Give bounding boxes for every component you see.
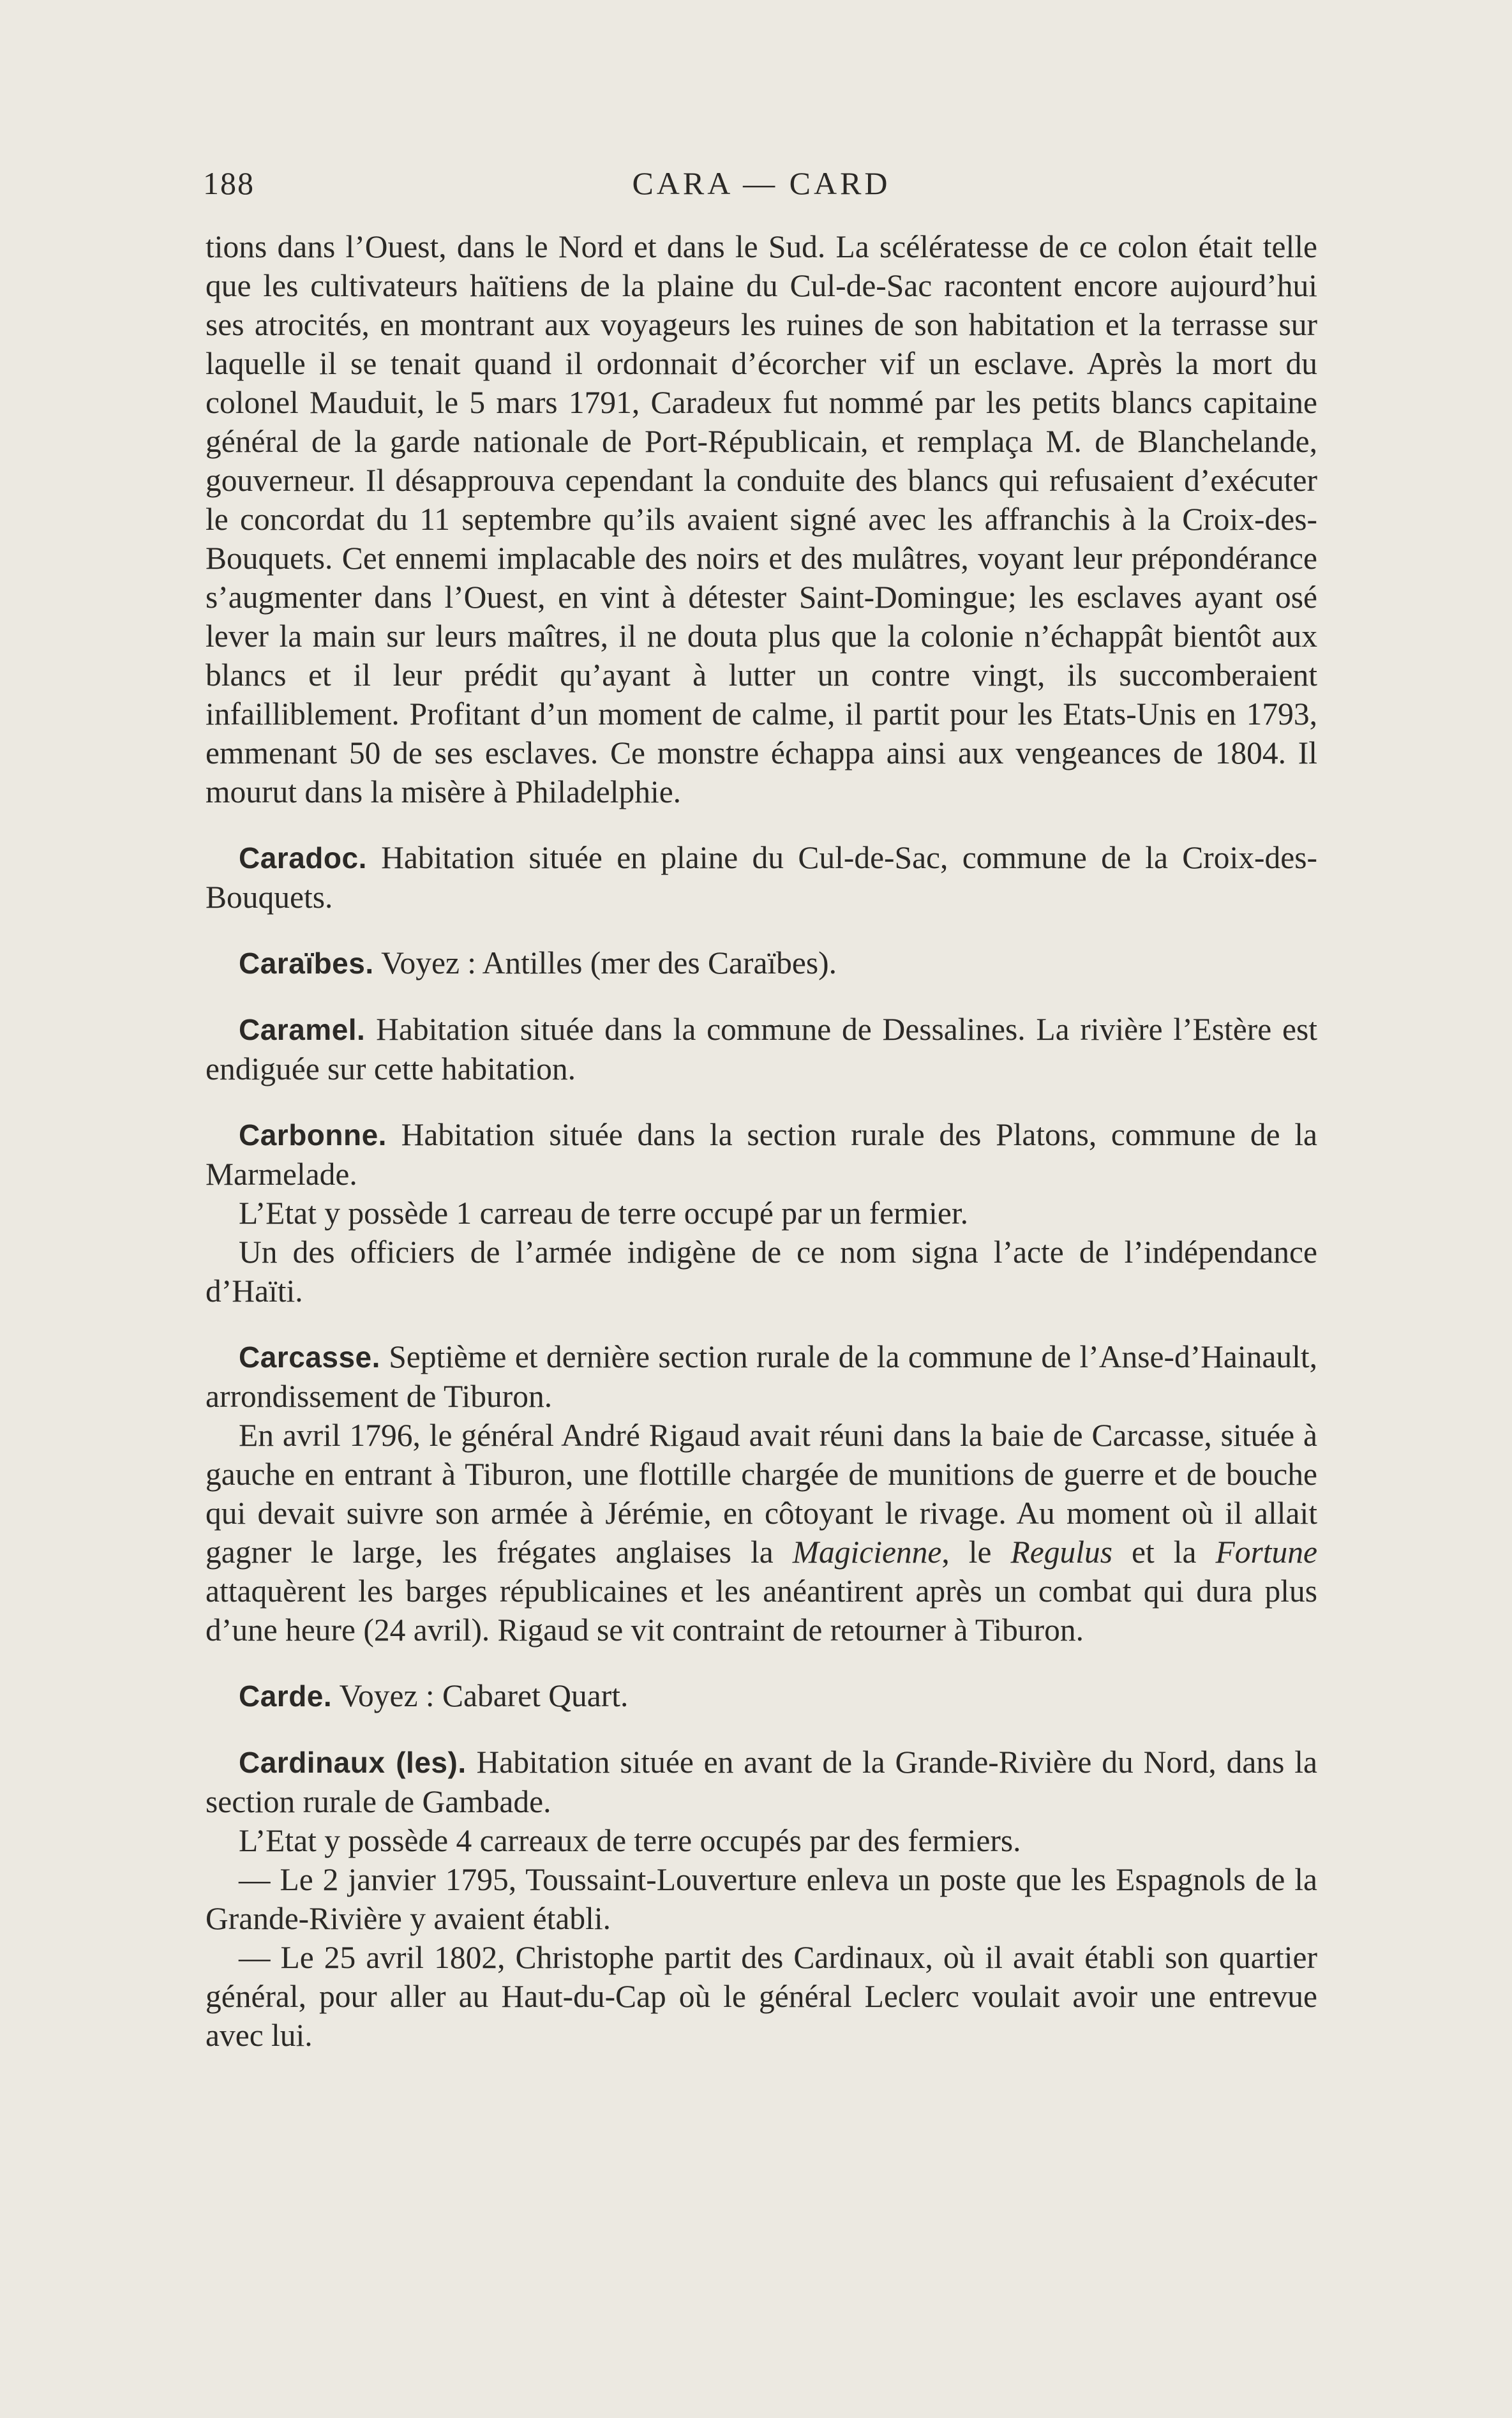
entry-paragraph: [206, 1416, 1317, 1649]
entry-paragraph: Un des officiers de l’armée indigène de ce nom signa l’acte de l’indépendance d’Haïti.: [206, 1235, 1317, 1309]
headword: Caraïbes.: [239, 947, 374, 980]
text-run: , le: [941, 1535, 1011, 1570]
entry-carde: [206, 1676, 1317, 1716]
entry-text: Habitation située dans la section rurale des Platons, commune de la Marmelade.: [206, 1117, 1317, 1192]
page-number: 188: [203, 165, 255, 201]
entry-text: Habitation située en plaine du Cul-de-Sac, commune de la Croix-des-Bouquets.: [206, 840, 1317, 915]
entry-carcasse: [206, 1337, 1317, 1649]
text-run: attaquèrent les barges républicaines et les anéantirent après un combat qui dura plus d’une heure (24 avril). Rigaud se vit contraint de retourner à Tiburon.: [206, 1573, 1317, 1648]
continuation-paragraph: tions dans l’Ouest, dans le Nord et dans le Sud. La scélératesse de ce colon était telle que les cultivateurs haïtiens de la plaine du Cul-de-Sac racontent encore aujourd’hui ses atrocités, en montrant aux voyageurs les ruines de son habitation et la terrasse sur laquelle il se tenait quand il ordonnait d’écorcher vif un esclave. Après la mort du colonel Mauduit, le 5 mars 1791, Caradeux fut nommé par les petits blancs capitaine général de la garde nationale de Port-Républicain, et remplaça M. de Blanchelande, gouverneur. Il désapprouva cependant la conduite des blancs qui refusaient d’exécuter le concordat du 11 septembre qu’ils avaient signé avec les affranchis à la Croix-des-Bouquets. Cet ennemi implacable des noirs et des mulâtres, voyant leur prépondérance s’augmenter dans l’Ouest, en vint à détester Saint-Domingue; les esclaves ayant osé lever la main sur leurs maîtres, il ne douta plus que la colonie n’échappât bientôt aux blancs et il leur prédit qu’ayant à lutter un contre vingt, ils succomberaient infailliblement. Profitant d’un moment de calme, il partit pour les Etats-Unis en 1793, emmenant 50 de ses esclaves. Ce monstre échappa ainsi aux vengeances de 1804. Il mourut dans la misère à Philadelphie.: [206, 229, 1317, 809]
headword: Cardinaux (les).: [239, 1746, 467, 1779]
entry-cardinaux: [206, 1743, 1317, 2055]
headword: Carbonne.: [239, 1118, 387, 1152]
entry-text: Habitation située dans la commune de Dessalines. La rivière l’Estère est endiguée sur cette habitation.: [206, 1012, 1317, 1086]
entry-paragraph: L’Etat y possède 1 carreau de terre occupé par un fermier.: [239, 1196, 968, 1231]
headword: Caradoc.: [239, 841, 367, 875]
running-head: [203, 165, 1320, 209]
body-text: [206, 227, 1317, 2055]
entry-text: Septième et dernière section rurale de la commune de l’Anse-d’Hainault, arrondissement de Tiburon.: [206, 1339, 1317, 1414]
entry-caraibes: [206, 943, 1317, 983]
entry-text: Voyez : Cabaret Quart.: [332, 1678, 629, 1713]
text-run: En avril 1796, le général André Rigaud avait réuni dans la baie de Carcasse, située à gauche en entrant à Tiburon, une flottille chargée de munitions de guerre et de bouche qui devait suivre son armée à Jérémie, en côtoyant le rivage. Au moment où il allait gagner le large, les frégates anglaises la: [206, 1418, 1317, 1570]
headword: Caramel.: [239, 1013, 366, 1046]
entry-text: Habitation située en avant de la Grande-Rivière du Nord, dans la section rurale de Gambade.: [206, 1745, 1318, 1819]
headword: Carcasse.: [239, 1340, 380, 1374]
ship-name: Regulus: [1010, 1535, 1113, 1570]
ship-name: Magicienne: [792, 1535, 942, 1570]
entry-carbonne: [206, 1115, 1317, 1310]
header-title: CARA — CARD: [632, 165, 891, 201]
entry-paragraph: L’Etat y possède 4 carreaux de terre occupés par des fermiers.: [239, 1823, 1021, 1858]
text-run: et la: [1112, 1535, 1216, 1570]
ship-name: Fortune: [1215, 1535, 1317, 1570]
entry-paragraph: — Le 25 avril 1802, Christophe partit des Cardinaux, où il avait établi son quartier général, pour aller au Haut-du-Cap où le général Leclerc voulait avoir une entrevue avec lui.: [206, 1940, 1317, 2053]
entry-text: Voyez : Antilles (mer des Caraïbes).: [373, 945, 837, 980]
headword: Carde.: [239, 1679, 333, 1713]
entry-caradoc: [206, 838, 1317, 917]
entry-caramel: [206, 1010, 1317, 1088]
entry-paragraph: — Le 2 janvier 1795, Toussaint-Louverture enleva un poste que les Espagnols de la Grande-Rivière y avaient établi.: [206, 1862, 1317, 1936]
